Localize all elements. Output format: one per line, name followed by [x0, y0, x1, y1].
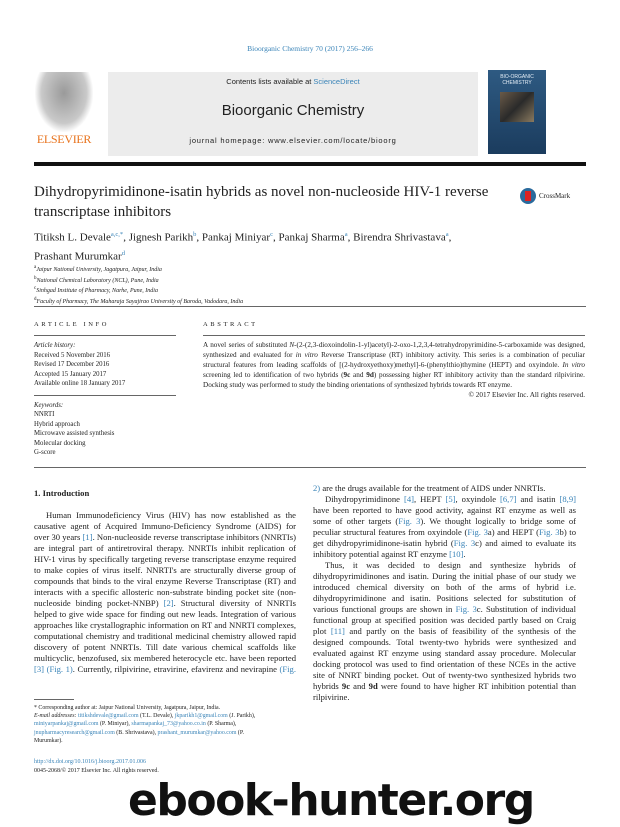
author-name[interactable]: Jignesh Parikh: [128, 231, 194, 244]
divider: [34, 306, 586, 307]
affiliation-key: d: [34, 296, 37, 302]
journal-cover[interactable]: [488, 70, 546, 154]
text-run: screening led to identification of two hybrids (: [203, 371, 344, 379]
author-affiliation-marker[interactable]: a: [445, 231, 449, 238]
text-run: (B. Shrivastava),: [114, 729, 158, 736]
text-run: 9d: [366, 371, 374, 379]
affiliation-text: Jaipur National University, Jagatpura, Jaipur, India: [36, 267, 162, 273]
author-affiliation-marker[interactable]: b: [193, 231, 197, 238]
author-list: [34, 227, 604, 264]
cover-title: BIO-ORGANIC CHEMISTRY: [500, 74, 534, 86]
text-run: . Structural diversity of NNRTIs helped to give wide space for finding out new leads. Integration of various approaches like crystallographic information on RT and NNRTI complexes, computational chemistry and traditional medicinal chemistry allowed rapid discovery of potent NNRTIs. Till date various chemical scaffolds like multicyclic, benzofused, six membered heterocycle etc. have been reported: [34, 598, 296, 663]
doi-link[interactable]: http://dx.doi.org/10.1016/j.bioorg.2017.01.006: [34, 759, 146, 765]
affiliation-text: National Chemical Laboratory (NCL), Pune, India: [36, 277, 159, 284]
reference-link[interactable]: [4]: [403, 494, 414, 504]
reference-link[interactable]: miniyarpankaj@gmail.com: [34, 721, 99, 728]
reference-link[interactable]: [3]: [34, 664, 45, 674]
text-run: * Corresponding author at: Jaipur National University, Jagatpura, Jaipur, India.: [34, 705, 221, 711]
text-run: and partly on the basis of feasibility of the synthesis of the designed compounds. Total twenty-two hybrids were synthesized and evaluated against RT enzyme using standard assay procedure. Molecular docking protocol was used to find orientation of these NCEs in the active site of NNRT binding pocket. Out of twenty-two synthesized hybrids two hybrids: [313, 626, 576, 691]
author-affiliation-marker[interactable]: c: [270, 231, 273, 238]
header-rule: [34, 162, 586, 166]
author-affiliation-marker[interactable]: d: [121, 249, 125, 257]
text-run: and: [350, 371, 367, 379]
reference-link[interactable]: [1]: [82, 532, 93, 542]
paragraph-clip: [34, 510, 296, 675]
text-run: c. Substitution of individual functional group at specified position was decided partly based on Craig plot: [313, 604, 576, 636]
separator: ,: [347, 231, 354, 244]
divider: [203, 335, 585, 336]
author-name[interactable]: Pankaj Miniyar: [201, 231, 271, 244]
text-run: 9c: [343, 371, 351, 379]
issn-line: 0045-2068/© 2017 Elsevier Inc. All rights reserved.: [34, 767, 159, 774]
text-run: ). We thought logically to bridge some of peculiar structural features from oxyindole (: [313, 516, 576, 537]
elsevier-tree-icon: [35, 72, 93, 132]
text-run: Human Immunodeficiency Virus (HIV) has now established as the causative agent of Acquired Immuno-Deficiency Syndrome (AIDS) for over 30 years: [34, 510, 296, 542]
keywords-label: Keywords:: [34, 401, 64, 409]
section-heading: 1. Introduction: [34, 488, 90, 498]
reference-link[interactable]: [6,7]: [500, 494, 517, 504]
reference-link[interactable]: [2]: [163, 598, 174, 608]
abstract-text: [203, 340, 585, 390]
journal-header: [108, 72, 478, 156]
reference-link[interactable]: Fig. 3: [467, 527, 488, 537]
reference-link[interactable]: [11]: [330, 626, 345, 636]
text-run: a) and HEPT (: [487, 527, 539, 537]
separator: ,: [448, 231, 452, 244]
reference-link[interactable]: jnupharmacyresearch@gmail.com: [34, 729, 115, 736]
text-run: Dihydropyrimidinone: [325, 494, 404, 504]
watermark: ebook-hunter.org: [128, 775, 534, 826]
text-run: N: [289, 341, 295, 349]
text-run: Reverse Transcriptase (RT) inhibitory activity. This series is a combination of peculiar structural features from leading scaffolds of [(2-hydroxyethoxy)methyl]-6-(phenylthio)thymine (HEPT) and oxyindole.: [203, 351, 585, 369]
text-run: . Non-nucleoside reverse transcriptase inhibitors (NNRTIs) are integral part of antiretroviral therapy. NNRTIs inhibit replication of HIV-1 virus by specifically targeting reverse transcriptase enzyme required to make copies of virus itself. NNRTI's are structurally diverse group of compounds that binds to the viral enzyme Reverse Transcriptase (RT) and interacts with a specific allosteric non-substrate binding pocket site (non-nucleoside binding pocket-NNBP): [34, 532, 296, 608]
divider: [34, 467, 586, 468]
text-run: .: [463, 549, 466, 559]
divider: [34, 395, 176, 396]
keyword-list: [34, 410, 176, 458]
text-run: have been reported to have good activity, against RT enzyme as well as some of other targets (: [313, 505, 576, 526]
text-run: (J. Parikh),: [227, 713, 256, 720]
reference-link[interactable]: prashant_murumkar@yahoo.com: [157, 729, 237, 736]
article-info-heading: ARTICLE INFO: [34, 321, 110, 328]
doi-block: [34, 758, 159, 775]
text-run: (P. Sharma),: [205, 721, 237, 728]
reference-link[interactable]: Fig. 3: [455, 604, 477, 614]
text-run: in vitro: [295, 351, 318, 359]
reference-link[interactable]: [5]: [445, 494, 456, 504]
divider: [34, 335, 176, 336]
paragraph-continuation: [313, 483, 576, 494]
text-run: are the drugs available for the treatment of AIDS under NNRTIs.: [320, 483, 546, 493]
text-run: A novel series of substituted: [203, 341, 290, 349]
publisher-name: ELSEVIER: [36, 132, 92, 146]
separator: ,: [272, 231, 279, 244]
text-run: , HEPT: [413, 494, 446, 504]
affiliation: [34, 275, 243, 286]
abstract-heading: ABSTRACT: [203, 321, 258, 328]
reference-link[interactable]: sharmapankaj_73@yahoo.co.in: [131, 721, 206, 728]
left-column: [34, 488, 296, 675]
keyword: Microwave assisted synthesis: [34, 430, 115, 437]
footnote-rule: [34, 699, 74, 700]
affiliation-key: b: [34, 275, 37, 281]
reference-link[interactable]: [10]: [449, 549, 464, 559]
keyword: G-score: [34, 449, 56, 456]
reference-link[interactable]: (Fig. 1): [46, 664, 73, 674]
sciencedirect-link[interactable]: ScienceDirect: [313, 77, 360, 86]
contents-line: [108, 77, 478, 86]
affiliation: [34, 296, 243, 307]
history-date: Accepted 15 January 2017: [34, 370, 107, 378]
intro-paragraph-2: [313, 494, 576, 560]
keyword: Molecular docking: [34, 439, 86, 447]
text-run: E-mail addresses:: [34, 713, 78, 720]
keyword: NNRTI: [34, 411, 55, 418]
text-run: (P. Miniyar),: [98, 721, 132, 728]
text-run: -(2-(2,3-dioxoindolin-1-yl)acetyl)-2-oxo-1,2,3,4-tetrahydropyrimidine-5-carboxamide was designed, synthesized and evaluated for: [203, 341, 586, 359]
history-list: [34, 351, 176, 389]
reference-link[interactable]: Fig. 3: [453, 538, 476, 548]
text-run: and: [350, 681, 369, 691]
history-date: Revised 17 December 2016: [34, 361, 110, 368]
text-run: and isatin: [516, 494, 560, 504]
separator: ,: [123, 231, 129, 244]
crossmark-button[interactable]: [520, 188, 570, 204]
reference-link[interactable]: [8,9]: [559, 494, 576, 504]
author-name[interactable]: Pankaj Sharma: [278, 231, 345, 244]
author-affiliation-marker[interactable]: a: [344, 231, 348, 238]
crossmark-icon: [520, 188, 536, 204]
reference-link[interactable]: titikshdevale@gmail.com: [77, 713, 139, 720]
separator: ,: [196, 231, 202, 244]
reference-link[interactable]: jkparikh1@gmail.com: [174, 713, 228, 720]
affiliation: [34, 285, 243, 296]
cover-image: [500, 92, 534, 122]
text-run: ) possessing higher RT inhibitory activity than the standard rilpivirine. Docking study was performed to study the binding orientations of synthesized hybrids towards RT enzyme.: [203, 371, 585, 389]
author-affiliation-marker[interactable]: a,c,*: [110, 231, 124, 238]
intro-paragraph-1: [34, 510, 296, 675]
text-run: b) to get dihydropyrimidinone-isatin hybrid (: [313, 527, 576, 548]
elsevier-logo[interactable]: [34, 72, 94, 152]
history-date: Received 5 November 2016: [34, 351, 111, 359]
journal-citation[interactable]: Bioorganic Chemistry 70 (2017) 256–266: [247, 44, 373, 53]
reference-link[interactable]: (Fig.: [279, 664, 296, 674]
intro-paragraph-3: [313, 560, 576, 703]
affiliation-key: c: [34, 286, 37, 291]
text-run: 9d: [368, 681, 378, 691]
text-run: Thus, it was decided to design and synthesize hybrids of dihydropyrimidinones and isatin. During the initial phase of our study we introduced chemical diversity on both of the arms of hybrid i.e. dihydropyrimidinone and isatin. Positions selected for substitution of various functional groups are shown in: [313, 560, 576, 614]
text-run: c) and aimed to evaluate its inhibitory potential against RT enzyme: [313, 538, 576, 559]
author-name[interactable]: Birendra Shrivastava: [353, 231, 446, 244]
article-title: Dihydropyrimidinone-isatin hybrids as novel non-nucleoside HIV-1 reverse transcriptase inhibitors: [34, 184, 489, 220]
affiliation-key: a: [34, 265, 37, 270]
reference-link[interactable]: 2): [313, 483, 321, 493]
text-run: (P. Murumkar).: [34, 729, 244, 744]
text-run: 9c: [341, 681, 351, 691]
affiliation-text: Sinhgad Institute of Pharmacy, Narhe, Pune, India: [36, 288, 158, 294]
corresponding-author-footnote: [34, 704, 274, 745]
journal-title: Bioorganic Chemistry: [221, 102, 365, 119]
author-name[interactable]: Titiksh L. Devale: [34, 231, 111, 244]
crossmark-label: CrossMark: [539, 192, 571, 200]
right-column: [313, 483, 576, 703]
text-run: , oxyindole: [455, 494, 501, 504]
text-run: (T.L. Devale),: [138, 713, 175, 720]
affiliations: [34, 264, 243, 306]
history-date: Available online 18 January 2017: [34, 380, 126, 387]
reference-link[interactable]: Fig. 3: [539, 527, 560, 537]
text-run: were found to have higher RT inhibition potential than rilpivirine.: [313, 681, 576, 702]
contents-prefix: Contents lists available at: [226, 77, 314, 86]
article-info: [34, 341, 176, 458]
text-run: . Currently, rilpivirine, etravirine, efavirenz and nevirapine: [72, 664, 280, 674]
journal-homepage[interactable]: journal homepage: www.elsevier.com/locate/bioorg: [189, 136, 397, 145]
reference-link[interactable]: Fig. 3: [398, 516, 421, 526]
keyword: Hybrid approach: [34, 420, 80, 428]
intro-paragraph-1-continued: [313, 483, 576, 494]
history-label: Article history:: [34, 342, 76, 349]
abstract: [203, 340, 585, 400]
author-name[interactable]: Prashant Murumkar: [34, 250, 122, 263]
affiliation-text: Faculty of Pharmacy, The Maharaja Sayajirao University of Baroda, Vadodara, India: [36, 298, 244, 305]
copyright: © 2017 Elsevier Inc. All rights reserved.: [468, 391, 585, 399]
text-run: In vitro: [562, 361, 585, 369]
affiliation: [34, 264, 243, 275]
